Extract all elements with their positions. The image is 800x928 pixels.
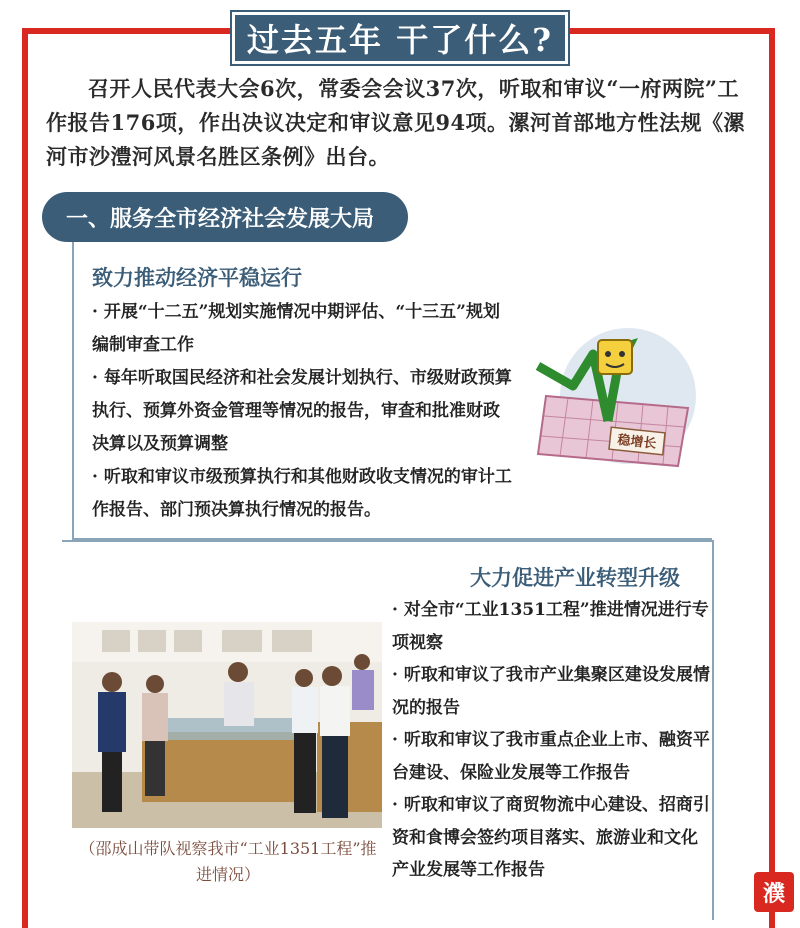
list-item: · 听取和审议了我市重点企业上市、融资平台建设、保险业发展等工作报告: [392, 730, 710, 783]
intro-paragraph: 召开人民代表大会6次，常委会会议37次，听取和审议“一府两院”工作报告176项，作出决议决定和审议意见94项。漯河首部地方性法规《漯河市沙澧河风景名胜区条例》出台。: [46, 76, 746, 169]
block2-title: 大力促进产业转型升级: [470, 565, 680, 590]
block2-list: [392, 594, 710, 887]
list-item: · 听取和审议了商贸物流中心建设、招商引资和食博会签约项目落实、旅游业和文化产业发展等工作报告: [392, 795, 710, 880]
section-heading: 一、服务全市经济社会发展大局: [42, 192, 408, 242]
list-item: · 每年听取国民经济和社会发展计划执行、市级财政预算执行、预算外资金管理等情况的报告，审查和批准财政决算以及预算调整: [92, 368, 512, 454]
block1-list: [92, 296, 512, 527]
list-item: · 听取和审议了我市产业集聚区建设发展情况的报告: [392, 665, 710, 718]
list-item: · 对全市“工业1351工程”推进情况进行专项视察: [392, 600, 709, 653]
photo-caption: （邵成山带队视察我市“工业1351工程”推进情况）: [79, 839, 377, 884]
inspection-photo: [72, 622, 382, 828]
list-item: · 开展“十二五”规划实施情况中期评估、“十三五”规划编制审查工作: [92, 302, 500, 355]
block1-title: 致力推动经济平稳运行: [92, 265, 302, 290]
page-title: 过去五年 干了什么?: [232, 12, 568, 64]
seal-stamp: 濮: [754, 872, 794, 912]
growth-illustration: [528, 326, 708, 476]
list-item: · 听取和审议市级预算执行和其他财政收支情况的审计工作报告、部门预决算执行情况的报告。: [92, 467, 512, 520]
illustration-label: 稳增长: [616, 432, 658, 452]
